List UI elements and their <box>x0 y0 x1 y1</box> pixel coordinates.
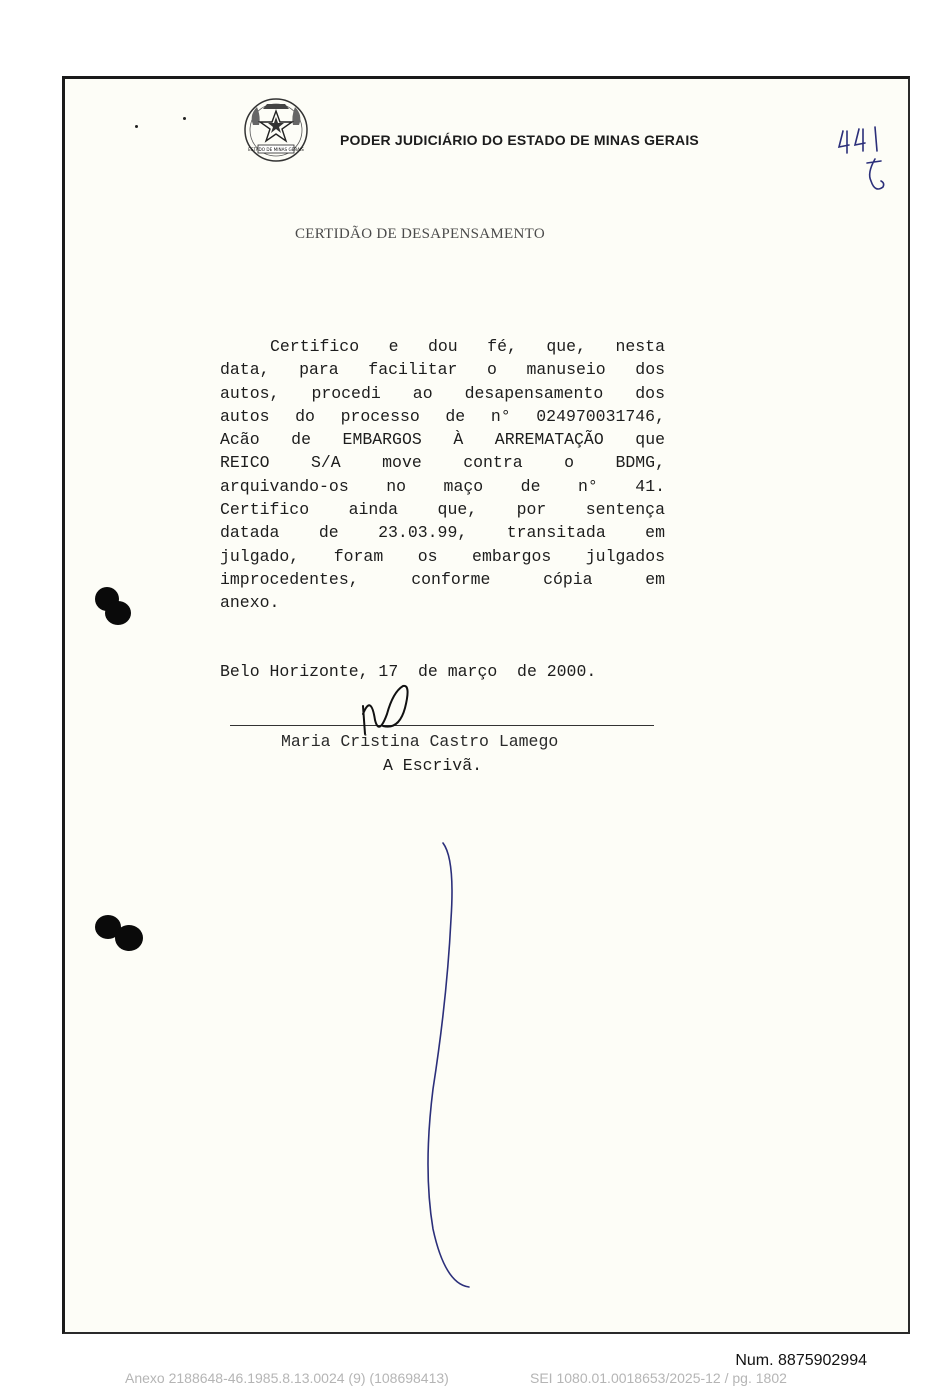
punch-hole-mark <box>105 601 131 625</box>
organization-header: PODER JUDICIÁRIO DO ESTADO DE MINAS GERAIS <box>340 132 699 148</box>
scan-speck <box>135 125 138 128</box>
body-line: Acão de EMBARGOS À ARREMATAÇÃO que <box>220 430 665 450</box>
coat-of-arms-seal <box>241 95 311 165</box>
body-line: autos do processo de n° 024970031746, <box>220 406 665 426</box>
body-line: data, para facilitar o manuseio dos <box>220 360 665 380</box>
certificate-body <box>220 335 665 615</box>
place-date-line: Belo Horizonte, 17 de março de 2000. <box>220 662 597 681</box>
body-line: Certifico e dou fé, que, nesta <box>270 337 665 356</box>
signer-role: A Escrivã. <box>383 756 483 775</box>
handwritten-page-number-mark <box>837 123 897 203</box>
scan-speck <box>183 117 186 120</box>
seal-lettering: ESTADO DE MINAS GERAIS <box>248 147 304 152</box>
body-line: datada de 23.03.99, transitada em <box>220 523 665 543</box>
body-line: Certifico ainda que, por sentença <box>220 500 665 520</box>
pen-stroke-mark <box>425 839 485 1299</box>
body-line: autos, procedi ao desapensamento dos <box>220 383 665 403</box>
body-line: julgado, foram os embargos julgados <box>220 546 665 566</box>
body-line: improcedentes, conforme cópia em <box>220 569 665 589</box>
sei-reference: SEI 1080.01.0018653/2025-12 / pg. 1802 <box>530 1370 787 1386</box>
annex-reference: Anexo 2188648-46.1985.8.13.0024 (9) (108698413) <box>125 1370 449 1386</box>
body-line: arquivando-os no maço de n° 41. <box>220 476 665 496</box>
punch-hole-mark <box>115 925 143 951</box>
signature-line <box>230 725 654 726</box>
document-title: CERTIDÃO DE DESAPENSAMENTO <box>295 226 545 242</box>
body-line: anexo. <box>220 593 280 613</box>
body-line: REICO S/A move contra o BDMG, <box>220 453 665 473</box>
scanned-page <box>62 76 910 1334</box>
document-number: Num. 8875902994 <box>735 1352 867 1369</box>
signer-name: Maria Cristina Castro Lamego <box>281 732 559 751</box>
